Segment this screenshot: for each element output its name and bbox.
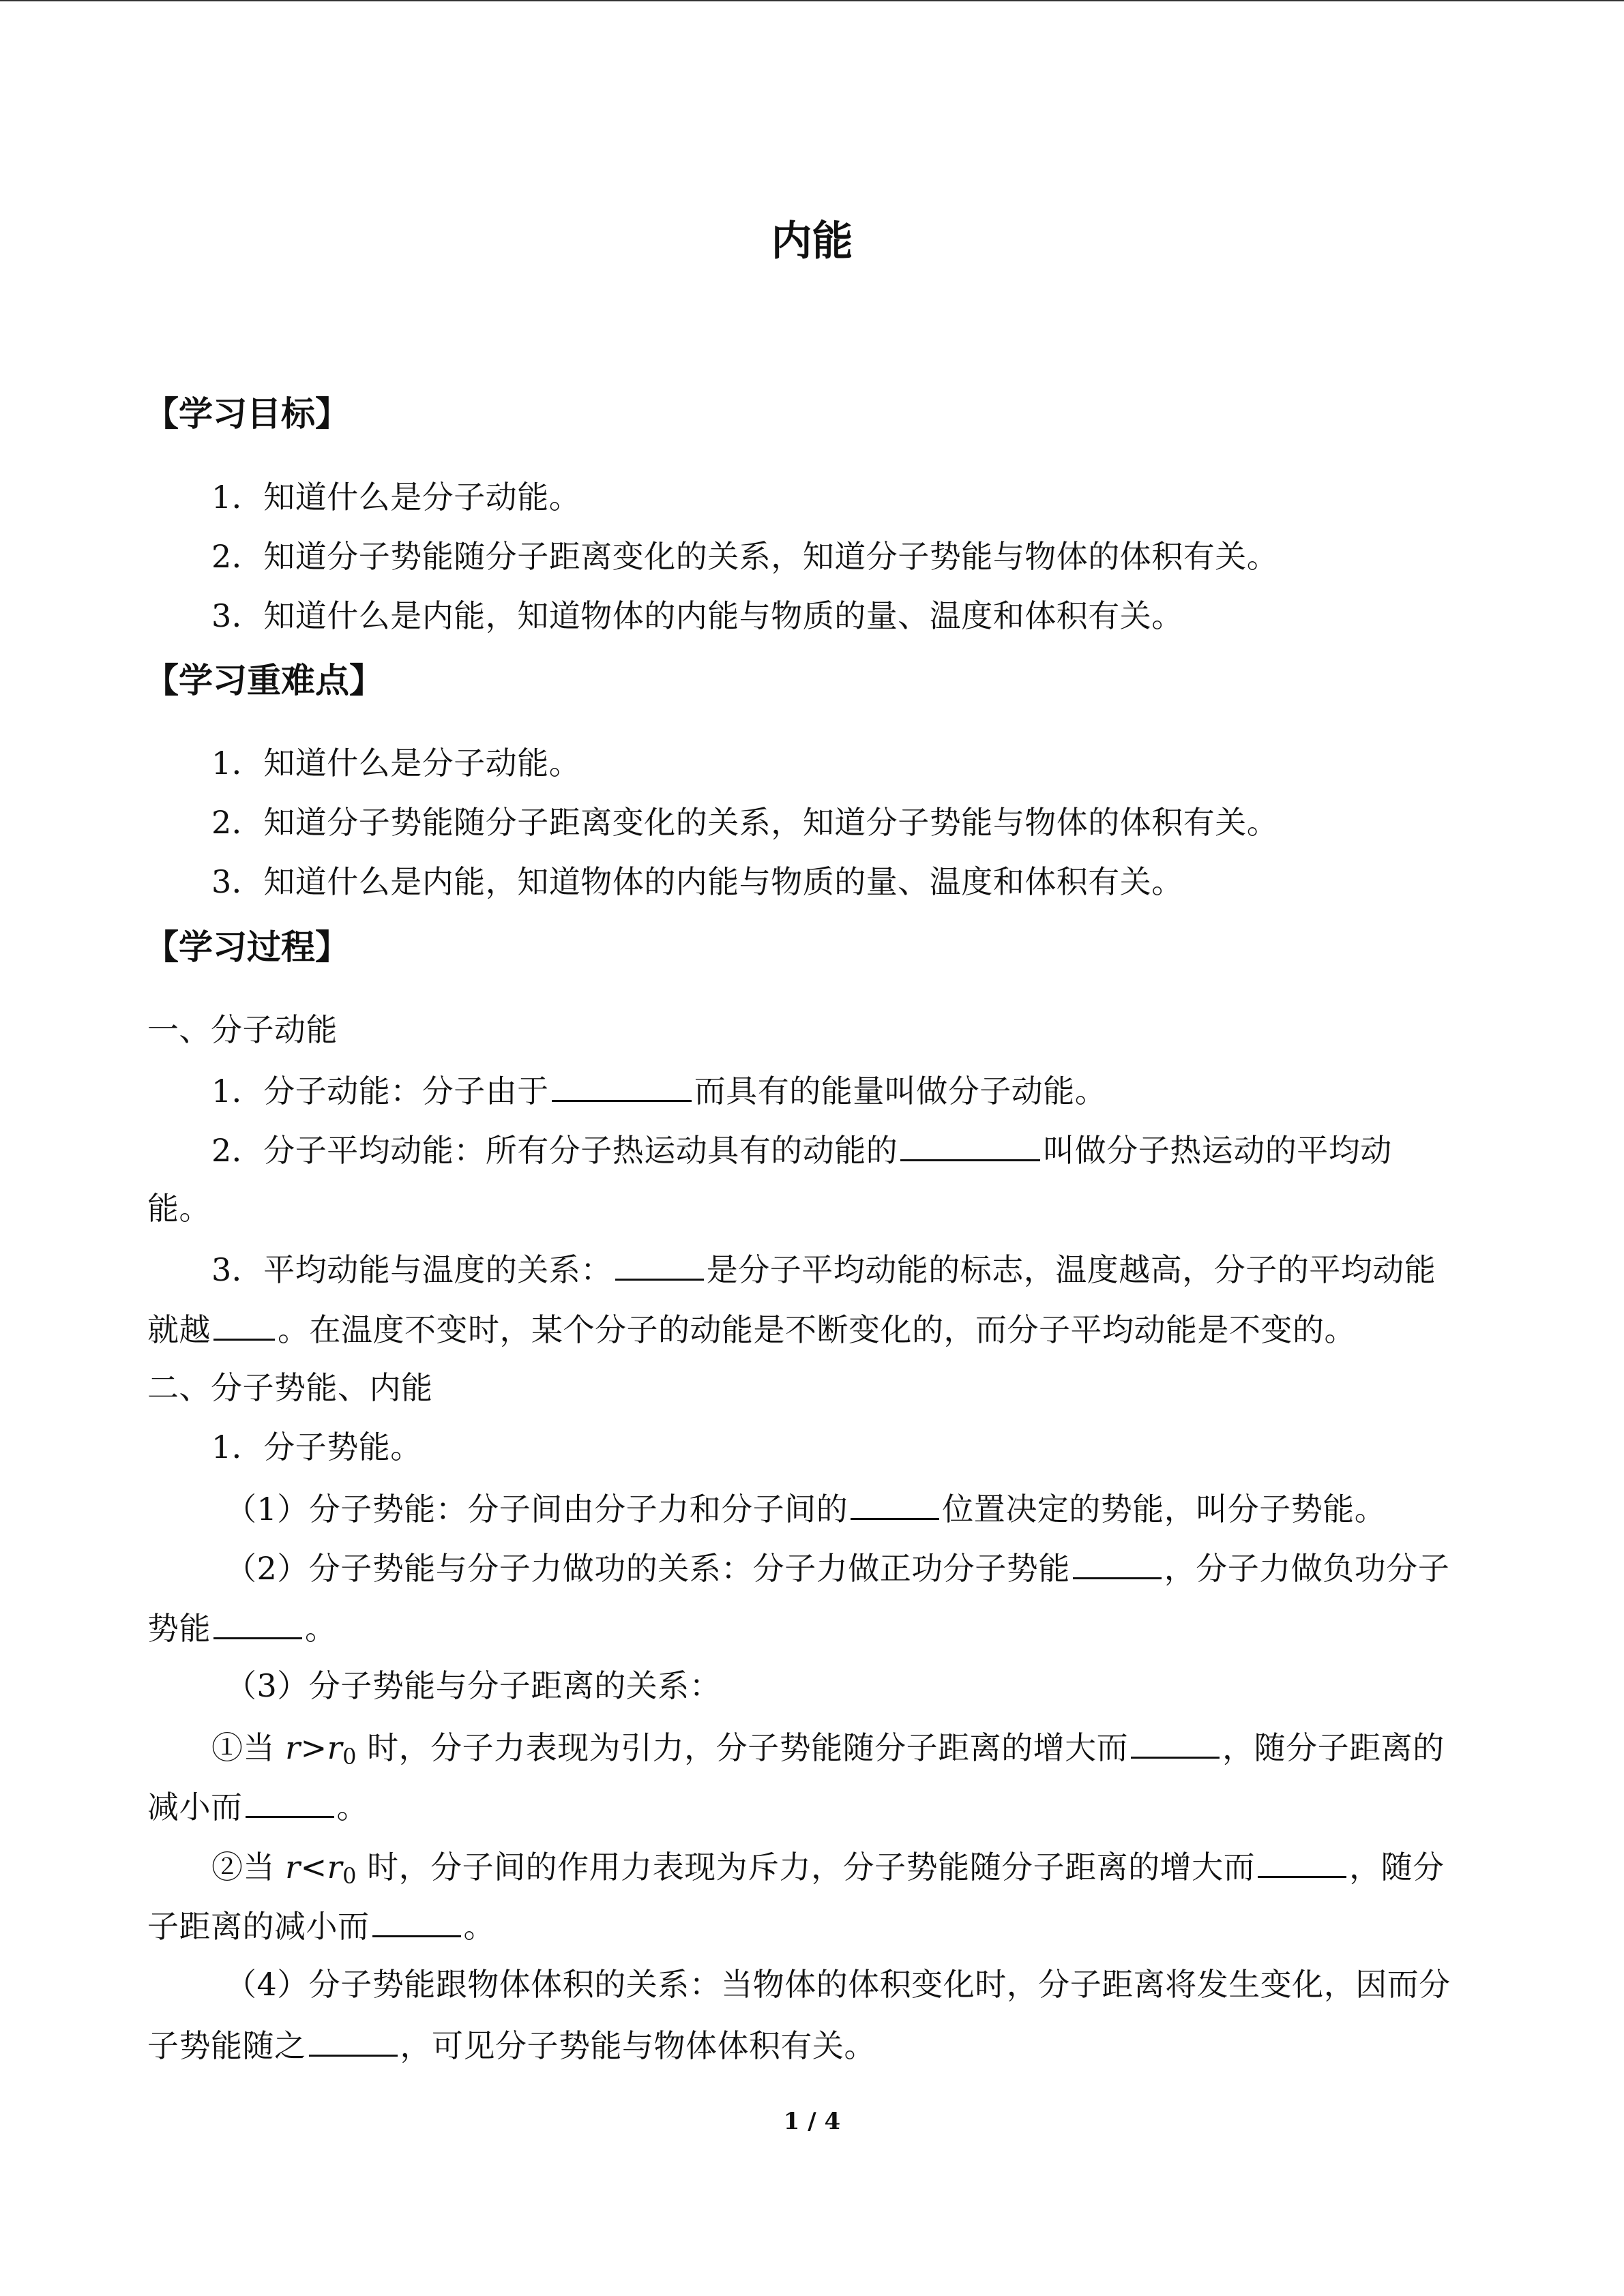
paragraph: ①当 $r>r_0$ 时，分子力表现为引力，分子势能随分子距离的增大而 ，随分子距离的 [211, 1725, 1445, 1768]
fill-blank[interactable] [1073, 1546, 1162, 1579]
page-title: 内能 [771, 218, 853, 265]
fill-blank[interactable] [851, 1487, 939, 1520]
fill-blank[interactable] [615, 1247, 704, 1281]
subheading: 1．分子势能。 [211, 1429, 422, 1465]
section-heading-keypoints: 【学习重难点】 [145, 661, 383, 700]
paragraph: 2．分子平均动能：所有分子热运动具有的动能的 叫做分子热运动的平均动 [211, 1128, 1392, 1171]
paragraph-continuation: 子势能随之 ，可见分子势能与物体体积有关。 [147, 2023, 876, 2066]
paragraph-continuation: 能。 [147, 1190, 211, 1227]
fill-blank[interactable] [246, 1785, 334, 1818]
keypoint-item: 3．知道什么是内能，知道物体的内能与物质的量、温度和体积有关。 [211, 863, 1183, 900]
section-heading-goals: 【学习目标】 [145, 394, 349, 434]
paragraph: 1．分子动能：分子由于 而具有的能量叫做分子动能。 [211, 1069, 1106, 1112]
fill-blank[interactable] [1258, 1845, 1346, 1878]
paragraph: （1）分子势能：分子间由分子力和分子间的 位置决定的势能，叫分子势能。 [225, 1487, 1386, 1530]
fill-blank[interactable] [1131, 1725, 1220, 1759]
goal-item: 1．知道什么是分子动能。 [211, 479, 581, 516]
keypoint-item: 2．知道分子势能随分子距离变化的关系，知道分子势能与物体的体积有关。 [211, 804, 1279, 841]
paragraph: （4）分子势能跟物体体积的关系：当物体的体积变化时，分子距离将发生变化，因而分 [225, 1966, 1451, 2003]
paragraph-continuation: 减小而 。 [147, 1785, 368, 1828]
paragraph: （2）分子势能与分子力做功的关系：分子力做正功分子势能 ，分子力做负功分子 [225, 1546, 1449, 1589]
fill-blank[interactable] [309, 2023, 398, 2057]
fill-blank[interactable] [213, 1606, 302, 1639]
part-title: 一、分子动能 [147, 1011, 338, 1048]
page-number: 1 / 4 [783, 2108, 841, 2135]
keypoint-item: 1．知道什么是分子动能。 [211, 745, 581, 781]
paragraph-continuation: 势能 。 [147, 1606, 337, 1649]
part-title: 二、分子势能、内能 [147, 1369, 433, 1406]
goal-item: 2．知道分子势能随分子距离变化的关系，知道分子势能与物体的体积有关。 [211, 538, 1279, 575]
section-heading-process: 【学习过程】 [145, 927, 349, 967]
fill-blank[interactable] [552, 1069, 692, 1102]
paragraph-continuation: 就越 。在温度不变时，某个分子的动能是不断变化的，而分子平均动能是不变的。 [147, 1307, 1356, 1350]
paragraph-continuation: 子距离的减小而 。 [147, 1904, 495, 1947]
fill-blank[interactable] [372, 1904, 461, 1937]
paragraph: 3．平均动能与温度的关系： 是分子平均动能的标志，温度越高，分子的平均动能 [211, 1247, 1436, 1290]
paragraph: ②当 $r<r_0$ 时，分子间的作用力表现为斥力，分子势能随分子距离的增大而 ，随分 [211, 1845, 1445, 1888]
goal-item: 3．知道什么是内能，知道物体的内能与物质的量、温度和体积有关。 [211, 597, 1183, 634]
paragraph: （3）分子势能与分子距离的关系： [225, 1667, 722, 1704]
fill-blank[interactable] [213, 1307, 275, 1341]
fill-blank[interactable] [900, 1128, 1040, 1161]
